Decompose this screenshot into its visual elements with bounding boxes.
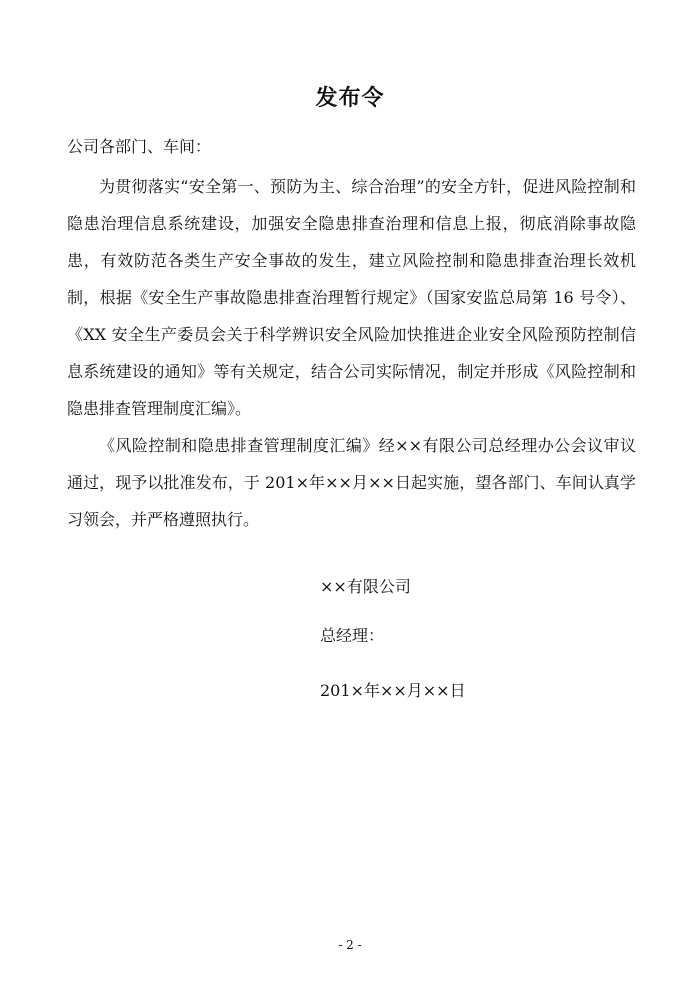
signature-manager: 总经理： <box>320 626 385 645</box>
signature-company: ××有限公司 <box>320 577 411 596</box>
body-paragraph-1: 为贯彻落实“安全第一、预防为主、综合治理”的安全方针，促进风险控制和隐患治理信息系统建设，加强安全隐患排查治理和信息上报，彻底消除事故隐患，有效防范各类生产安全事故的发生，建立风险控制和隐患排查治理长效机制，根据《安全生产事故隐患排查治理暂行规定》（国家安监总局第 16 号令）、《XX 安全生产委员会关于科学辨识安全风险加快推进企业安全风险预防控制信息系统建设的通知》等有关规定，结合公司实际情况，制定并形成《风险控制和隐患排查管理制度汇编》。 <box>67 177 636 418</box>
salutation: 公司各部门、车间： <box>67 137 212 156</box>
document-title: 发布令 <box>315 86 385 111</box>
body-paragraph-2: 《风险控制和隐患排查管理制度汇编》经××有限公司总经理办公会议审议通过，现予以批准发布，于 201×年××月××日起实施，望各部门、车间认真学习领会，并严格遵照执行。 <box>67 436 636 529</box>
signature-date: 201×年××月××日 <box>320 681 466 700</box>
page-number: - 2 - <box>338 938 362 952</box>
